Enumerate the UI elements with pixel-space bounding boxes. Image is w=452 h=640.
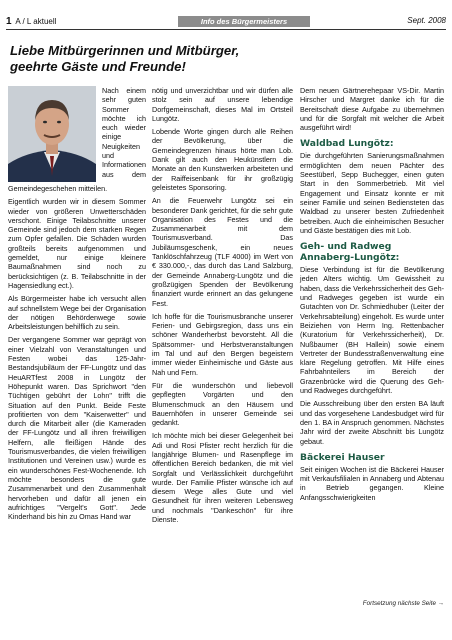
headline-line-1: Liebe Mitbürgerinnen und Mitbürger,: [10, 43, 240, 58]
paragraph: Seit einigen Wochen ist die Bäckerei Hauser mit Verkaufsfilialen in Annaberg und Abtenau in Betrieb gegangen. Kleine Anfangsschwierigkeiten: [300, 464, 444, 502]
text-column-3: [300, 86, 444, 506]
section-tag: Info des Bürgermeisters: [178, 16, 310, 27]
paragraph: Lobende Worte gingen durch alle Reihen der Bevölkerung, über die Gemeindegrenzen hinaus hörte man Lob. Dank gilt auch den Heukünstlern die Monate an den Kunstwerken arbeiteten und der Raiffeisenbank für ihr großzügig geleistetes Sponsoring.: [152, 127, 293, 192]
page-number: 1: [6, 16, 12, 27]
article-headline: [10, 43, 440, 75]
paragraph: Ich hoffe für die Tourismusbranche unserer Ferien- und Gebirgsregion, dass uns ein schöner Wanderherbst bevorsteht. All die Spätsommer- und Herbstveranstaltungen im Tal und auf den Bergen begeistern immer wieder Einheimische und Gäste aus Nah und Fern.: [152, 311, 293, 377]
text-column-2: [152, 86, 293, 528]
subheading-waldbad: Waldbad Lungötz:: [300, 138, 394, 150]
header-rule: [6, 29, 446, 30]
text-column-1: [8, 86, 146, 525]
headline-line-2: geehrte Gäste und Freunde!: [10, 59, 186, 74]
paragraph: Für die wunderschön und liebevoll gepflegten Vorgärten und den Blumenschmuck an den Häusern und Bauernhöfen in unserer Gemeinde sei gedankt.: [152, 380, 293, 428]
page-section: [6, 16, 56, 27]
continued-next-page-link[interactable]: Fortsetzung nächste Seite →: [362, 600, 444, 607]
paragraph: Als Bürgermeister habe ich versucht allen auf schnellstem Wege bei der Organisation der nötigen Behördenwege sowie Arbeitsleistungen behilflich zu sein.: [8, 294, 146, 332]
subheading-radweg: Geh- und Radweg Annaberg-Lungötz:: [300, 241, 400, 264]
paragraph: nötig und unverzichtbar und wir dürfen alle stolz sein auf unsere lebendige Dorfgemeinschaft, dieses Mal im Ortsteil Lungötz.: [152, 86, 293, 123]
paragraph: Dem neuen Gärtnerehepaar VS-Dir. Martin Hirscher und Margret danke ich für die Bereitschaft diese Aufgabe zu übernehmen und für die Sorgfalt mit welcher die Arbeit ausgeführt wird!: [300, 86, 444, 133]
paragraph: Die Ausschreibung über den ersten BA läuft und das vorgesehene Landesbudget wird für den 1. BA in Anspruch genommen. Nächstes Jahr wird der zweite Abschnitt bis Lungötz gebaut.: [300, 399, 444, 446]
paragraph: Die durchgeführten Sanierungsmaßnahmen ermöglichten dem neuen Pächter des Seestüberl, Sepp Buchegger, einen guten Start in den Sommerbetrieb. Mit viel Engagement und Einsatz konnte er mit seiner Familie und seinen Bediensteten das Waldbad zu unserer besten Zufriedenheit betreiben. Auch die einheimischen Besucher und Gäste bestätigen dies mit Lob.: [300, 151, 444, 235]
paragraph: Nach einem sehr guten Sommer möchte ich euch wieder einige Neuigkeiten und Informationen aus dem Gemeindegeschehen mitteilen.: [8, 86, 146, 193]
page-header: [6, 14, 446, 34]
paragraph: Diese Verbindung ist für die Bevölkerung jeden Alters wichtig. Um Gewissheit zu haben, dass die Verkehrssicherheit des Geh- und Radweges gegeben ist wurde ein Gutachten von Dr. Schmiedhuber (Leiter der Verkehrsabteilung) eingeholt. Es wurde unter Beiziehen von Herrn Ing. Rettenbacher (Kuratorium für Verkehrssicherheit), Dr. Nußbaumer (BH Hallein) sowie einem Vertreter der Bundesstraßenverwaltung eine klare Regelung getroffen. Mit Hilfe eines Fahrbahnteilers im Bereich der Grazenbrücke wird die Querung des Geh- und Radweges durchgeführt.: [300, 265, 444, 396]
paragraph: Ich möchte mich bei dieser Gelegenheit bei Adi und Rosi Pfister recht herzlich für die langjährige Blumen- und Rasenpflege im öffentlichen Bereich bedanken, die mit viel Sorgfalt und Verlässlichkeit durchgeführt wurde. Der Familie Pfister wünsche ich auf diesem Wege alles Gute und viel Gesundheit für ihren weiteren Lebensweg und nochmals "Dankeschön" für ihre Dienste.: [152, 431, 293, 525]
paragraph: Der vergangene Sommer war geprägt von einer Vielzahl von Veranstaltungen und Festen wobei das 125-Jahr-Bestandsjubiläum der FF-Lungötz und das HeuARTfest 2008 in Lungötz der Höhepunkt waren. Das Sprichwort "den Tüchtigen gebührt der Lohn" trifft die Situation auf den Punkt. Beide Feste profitierten von dem "Kaiserwetter" und durch die Mitarbeit aller (die Kameraden der FF-Lungötz und all ihren freiwilligen Helfern, alle fleißigen Hände des Tourismusverbandes, die vielen freiwilligen Institutionen und Vereinen usw.) wurde es ein wunderschönes Fest-Wochenende. Ich möchte besonders die gute Zusammenarbeit und den Zusammenhalt hervorheben und dafür all jenen ein aufrichtiges "Vergelt's Gott". Jede Kinderhand bis hin zu Omas Hand war: [8, 335, 146, 522]
mayor-portrait-photo: [8, 86, 96, 182]
subheading-baeckerei: Bäckerei Hauser: [300, 451, 385, 463]
section-label: A / L aktuell: [15, 17, 57, 26]
paragraph: An die Feuerwehr Lungötz sei ein besonderer Dank gerichtet, für die sehr gute Organisation des Festes und die Zusammenarbeit mit dem Tourismusverband. Das Jubiläumsgeschenk, ein neues Tanklöschfahrzeug (TLF 4000) im Wert von € 330.000,-, das durch das Land Salzburg, der Gemeinde Annaberg-Lungötz und die großzügigen Spenden der Bevölkerung finanziert wurde erinnert an das gelungene Fest.: [152, 196, 293, 308]
paragraph: Eigentlich wurden wir in diesem Sommer wieder von größeren Unwetterschäden verschont. Einige Teilabschnitte unserer Gemeinde sind jedoch dem starken Regen zum Opfer gefallen. Die Schäden wurden großteils bereits aufgenommen und gemeldet, nur einige kleinere Baumaßnahmen sind noch zu berücksichtigen (z. B. Teilabschnitte in der Hagensiedlung ect.).: [8, 197, 146, 290]
issue-date: Sept. 2008: [407, 16, 446, 25]
